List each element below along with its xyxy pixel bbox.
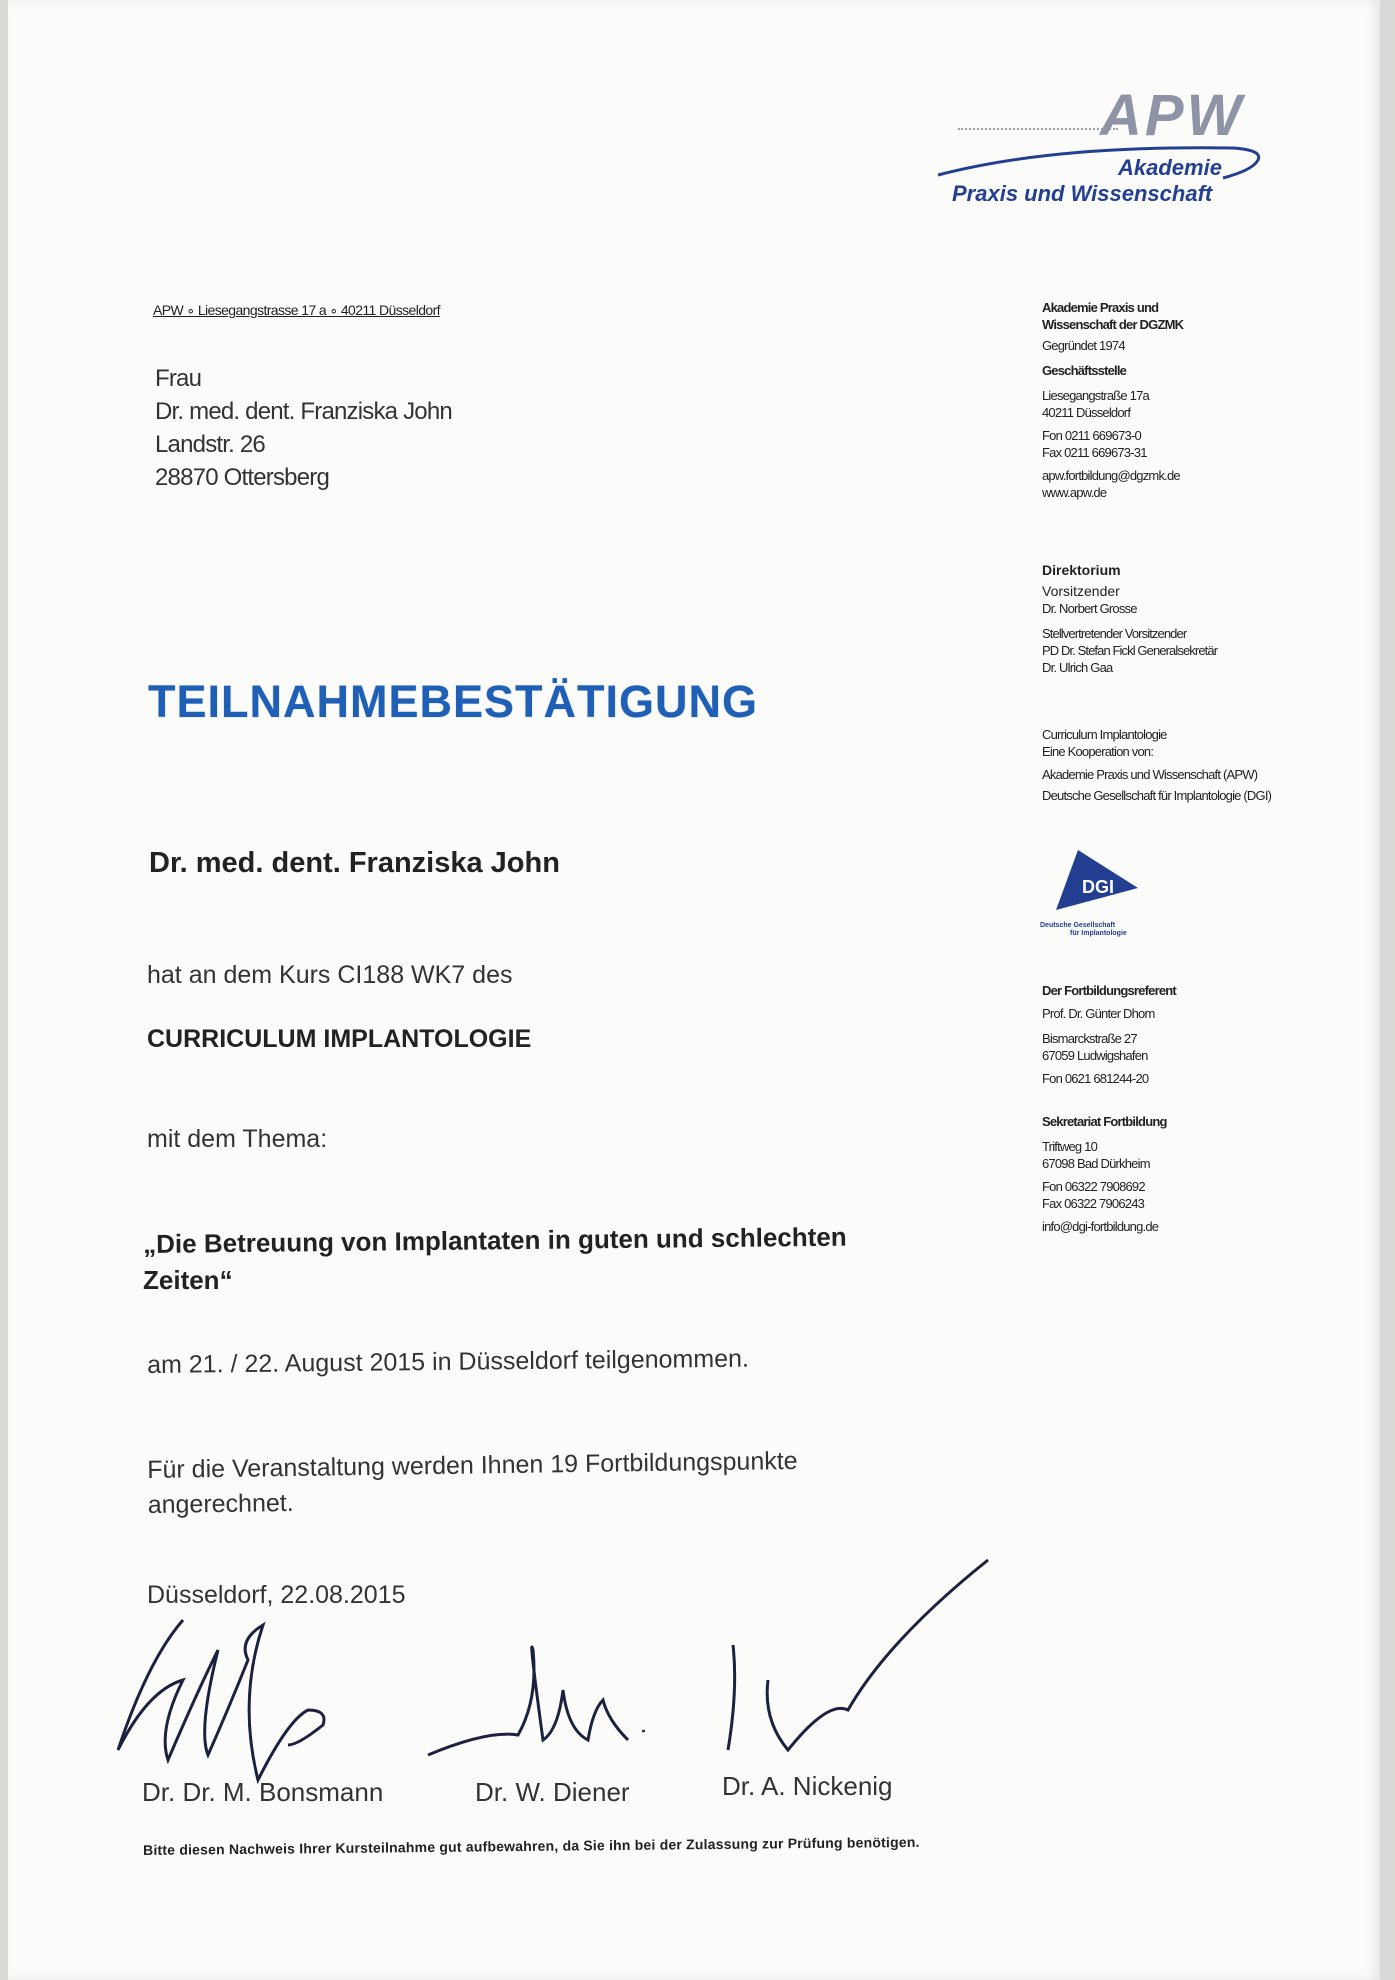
sidebar-sekretariat [1042,1113,1167,1235]
recipient-salutation: Frau [155,365,202,392]
sidebar-sekretariat-fon: Fon 06322 7908692 [1042,1179,1145,1194]
recipient-name: Dr. med. dent. Franziska John [155,398,452,425]
sidebar-vice-label: Stellvertretender Vorsitzender [1042,626,1187,641]
sidebar-office-fax: Fax 0211 669673-31 [1042,445,1147,460]
signatory-1: Dr. Dr. M. Bonsmann [142,1777,384,1807]
sidebar-curriculum-line2: Eine Kooperation von: [1042,744,1154,759]
sidebar-org-line2: Wissenschaft der DGZMK [1042,317,1184,332]
sidebar-chair-name: Dr. Norbert Grosse [1042,601,1137,616]
thema-line2: Zeiten“ [143,1265,233,1295]
thema-title [143,1221,847,1298]
dgi-logo-text: DGI [1082,877,1115,897]
sidebar-office-web: www.apw.de [1042,485,1107,500]
sidebar-sekretariat-email: info@dgi-fortbildung.de [1042,1219,1159,1234]
sidebar-office-fon: Fon 0211 669673-0 [1042,428,1141,443]
dgi-logo-icon [1038,848,1148,920]
footnote: Bitte diesen Nachweis Ihrer Kursteilnahme gut aufbewahren, da Sie ihn bei der Zulassung zur Prüfung benötigen. [143,1833,920,1858]
points-line1: Für die Veranstaltung werden Ihnen 19 Fortbildungspunkte [147,1446,798,1484]
dgi-caption-line1: Deutsche Gesellschaft [1040,922,1116,929]
recipient-street: Landstr. 26 [155,431,265,458]
sidebar-office-title: Geschäftsstelle [1042,363,1127,378]
sidebar-sekretariat-title: Sekretariat Fortbildung [1042,1114,1167,1129]
sidebar-secretary-name: Dr. Ulrich Gaa [1042,660,1113,675]
sidebar-org-line1: Akademie Praxis und [1042,300,1159,315]
recipient-address [155,362,452,494]
thema-label: mit dem Thema: [147,1125,328,1153]
sidebar-referent-street: Bismarckstraße 27 [1042,1031,1137,1046]
sidebar-sekretariat-fax: Fax 06322 7906243 [1042,1196,1145,1211]
sidebar-sekretariat-street: Triftweg 10 [1042,1139,1098,1154]
sidebar-referent-name: Prof. Dr. Günter Dhom [1042,1006,1155,1021]
points-line2: angerechnet. [147,1488,294,1519]
sidebar-referent-fon: Fon 0621 681244-20 [1042,1071,1149,1086]
signatory-2: Dr. W. Diener [475,1777,630,1807]
recipient-city: 28870 Ottersberg [155,464,329,491]
sidebar-referent-title: Der Fortbildungsreferent [1042,983,1176,998]
date-line: am 21. / 22. August 2015 in Düsseldorf teilgenommen. [147,1344,750,1379]
points-text [147,1444,798,1523]
certificate-page [8,0,1380,1980]
sidebar-office-email: apw.fortbildung@dgzmk.de [1042,468,1180,483]
participant-name: Dr. med. dent. Franziska John [149,847,560,879]
sidebar-founded: Gegründet 1974 [1042,338,1125,353]
place-date: Düsseldorf, 22.08.2015 [147,1581,406,1609]
sidebar-office-street: Liesegangstraße 17a [1042,388,1149,403]
sidebar-coop2: Deutsche Gesellschaft für Implantologie (DGI) [1042,788,1272,803]
signatory-3: Dr. A. Nickenig [722,1771,893,1801]
sidebar-referent-city: 67059 Ludwigshafen [1042,1048,1148,1063]
logo-apw: APW [1100,83,1245,148]
logo-akademie: Akademie [1118,155,1222,180]
dgi-caption-line2: für Implantologie [1070,930,1127,937]
thema-line1: „Die Betreuung von Implantaten in guten und schlechten [143,1221,847,1259]
sidebar-coop1: Akademie Praxis und Wissenschaft (APW) [1042,767,1258,782]
sidebar-sekretariat-city: 67098 Bad Dürkheim [1042,1156,1150,1171]
dgi-caption [1040,922,1127,938]
sidebar-referent [1042,982,1176,1087]
sidebar-org [1042,299,1183,501]
certificate-heading: TEILNAHMEBESTÄTIGUNG [148,676,758,727]
sidebar-vice-name: PD Dr. Stefan Fickl Generalsekretär [1042,643,1218,658]
sidebar-curriculum-line1: Curriculum Implantologie [1042,727,1167,742]
sidebar-direktorium [1042,562,1217,676]
return-address: APW ∘ Liesegangstrasse 17 a ∘ 40211 Düsseldorf [153,302,440,318]
course-line: hat an dem Kurs CI188 WK7 des [147,961,513,989]
course-name: CURRICULUM IMPLANTOLOGIE [147,1025,532,1053]
sidebar-office-city: 40211 Düsseldorf [1042,405,1131,420]
sidebar-direktorium-title: Direktorium [1042,562,1121,578]
signatures-icon [88,1540,1028,1810]
logo-praxis-wissenschaft: Praxis und Wissenschaft [952,181,1213,206]
sidebar-curriculum [1042,726,1271,804]
sidebar-chair-label: Vorsitzender [1042,583,1120,599]
